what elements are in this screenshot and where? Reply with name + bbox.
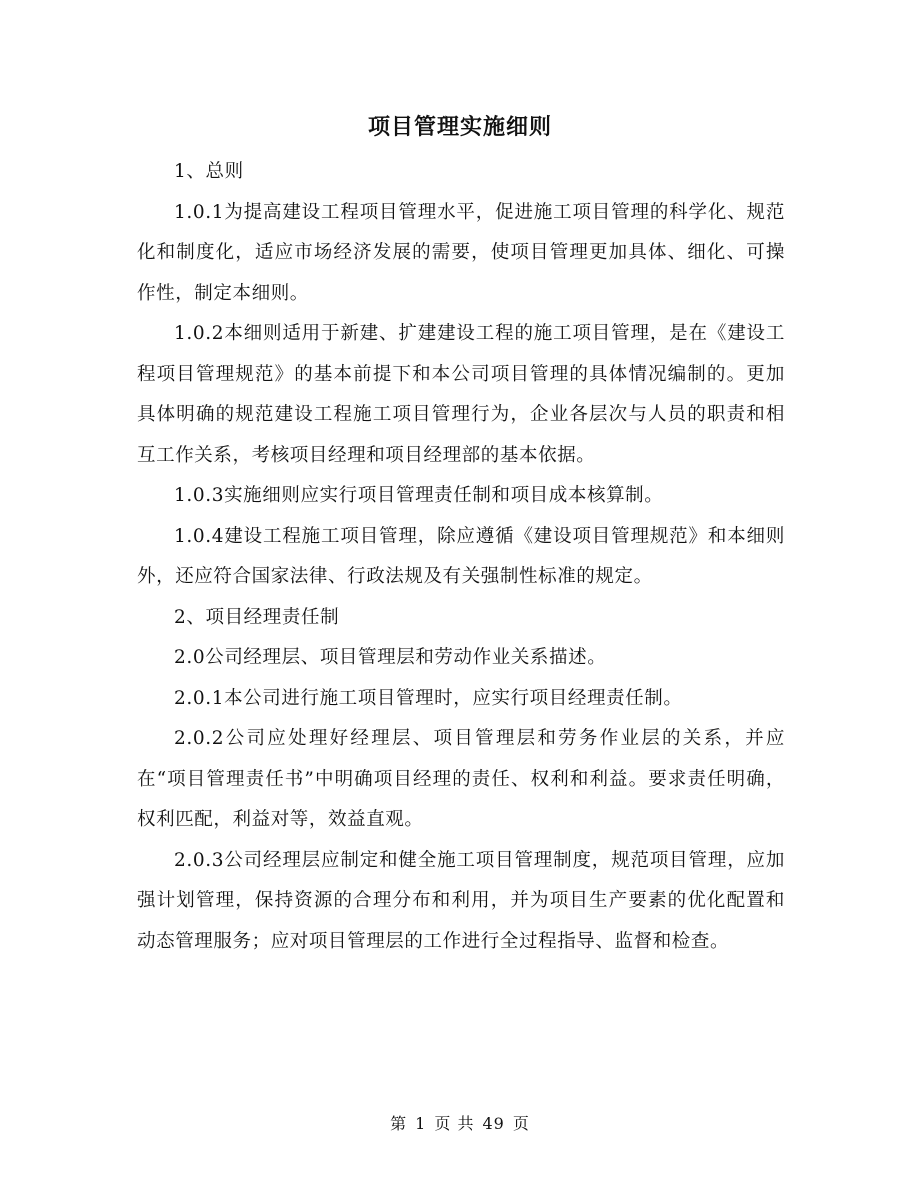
- page-footer: [0, 1112, 920, 1136]
- footer-suffix: 页: [512, 1114, 530, 1133]
- paragraph: 1.0.1为提高建设工程项目管理水平，促进施工项目管理的科学化、规范化和制度化，适应市场经济发展的需要，使项目管理更加具体、细化、可操作性，制定本细则。: [137, 201, 785, 304]
- paragraph: 2.0.2公司应处理好经理层、项目管理层和劳务作业层的关系，并应在“项目管理责任书”中明确项目经理的责任、权利和利益。要求责任明确，权利匹配，利益对等，效益直观。: [137, 728, 785, 830]
- paragraph: 1.0.3实施细则应实行项目管理责任制和项目成本核算制。: [174, 485, 664, 506]
- footer-prefix: 第: [390, 1114, 408, 1133]
- paragraph: 2.0.1本公司进行施工项目管理时，应实行项目经理责任制。: [174, 687, 683, 709]
- document-body: [137, 152, 785, 962]
- paragraph: 2.0公司经理层、项目管理层和劳动作业关系描述。: [174, 647, 607, 668]
- page-title: 项目管理实施细则: [367, 114, 552, 140]
- footer-middle: 页 共: [434, 1114, 475, 1133]
- section-heading: 2、项目经理责任制: [174, 606, 340, 628]
- paragraph: 1.0.4建设工程施工项目管理，除应遵循《建设项目管理规范》和本细则外，还应符合国家法律、行政法规及有关强制性标准的规定。: [137, 525, 785, 587]
- paragraph: 2.0.3公司经理层应制定和健全施工项目管理制度，规范项目管理，应加强计划管理，保持资源的合理分布和利用，并为项目生产要素的优化配置和动态管理服务；应对项目管理层的工作进行全过程指导、监督和检查。: [137, 849, 785, 952]
- total-pages-number: 49: [482, 1114, 505, 1133]
- section-heading: 1、总则: [174, 161, 244, 182]
- current-page-number: 1: [415, 1114, 427, 1133]
- paragraph: 1.0.2本细则适用于新建、扩建建设工程的施工项目管理，是在《建设工程项目管理规范》的基本前提下和本公司项目管理的具体情况编制的。更加具体明确的规范建设工程施工项目管理行为，企业各层次与人员的职责和相互工作关系，考核项目经理和项目经理部的基本依据。: [137, 323, 785, 466]
